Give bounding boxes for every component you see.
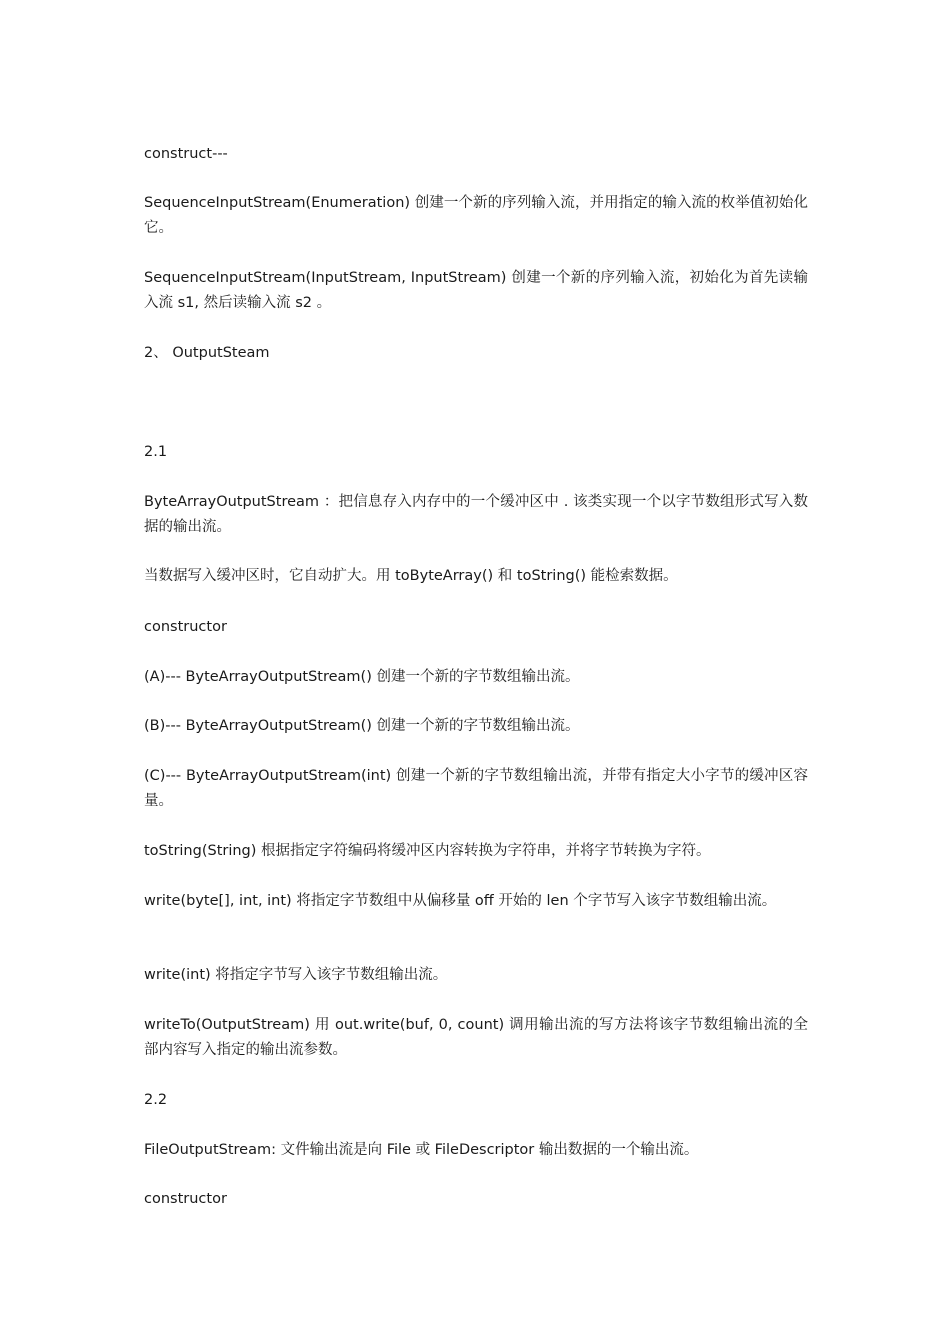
paragraph-sequence-inputstreams: SequenceInputStream(InputStream, InputStream) 创建一个新的序列输入流，初始化为首先读输入流 s1, 然后读输入流 s2 。: [144, 270, 808, 311]
paragraph-construct-heading: construct---: [144, 146, 228, 162]
paragraph-write-int-method: write(int) 将指定字节写入该字节数组输出流。: [144, 967, 448, 983]
paragraph-write-bytes-method: write(byte[], int, int) 将指定字节数组中从偏移量 off 开始的 len 个字节写入该字节数组输出流。: [144, 893, 777, 909]
paragraph-constructor-c: (C)--- ByteArrayOutputStream(int) 创建一个新的字节数组输出流，并带有指定大小字节的缓冲区容量。: [144, 768, 808, 809]
paragraph-buffer-expand: 当数据写入缓冲区时，它自动扩大。用 toByteArray() 和 toString() 能检索数据。: [144, 568, 678, 584]
subsection-heading-2-2: 2.2: [144, 1092, 168, 1108]
paragraph-tostring-method: toString(String) 根据指定字符编码将缓冲区内容转换为字符串，并将字节转换为字符。: [144, 843, 711, 859]
paragraph-writeto-method: writeTo(OutputStream) 用 out.write(buf, 0, count) 调用输出流的写方法将该字节数组输出流的全部内容写入指定的输出流参数。: [144, 1017, 808, 1058]
paragraph-constructor-label: constructor: [144, 619, 227, 635]
paragraph-fileoutputstream: FileOutputStream: 文件输出流是向 File 或 FileDescriptor 输出数据的一个输出流。: [144, 1142, 699, 1158]
paragraph-constructor-a: (A)--- ByteArrayOutputStream() 创建一个新的字节数组输出流。: [144, 669, 580, 685]
section-heading-outputsteam: 2、 OutputSteam: [144, 345, 270, 361]
paragraph-sequence-enumeration: SequenceInputStream(Enumeration) 创建一个新的序列输入流，并用指定的输入流的枚举值初始化它。: [144, 195, 808, 236]
subsection-heading-2-1: 2.1: [144, 444, 168, 460]
paragraph-constructor-b: (B)--- ByteArrayOutputStream() 创建一个新的字节数组输出流。: [144, 718, 580, 734]
paragraph-constructor-label-2: constructor: [144, 1191, 227, 1207]
paragraph-bytearrayoutputstream: ByteArrayOutputStream ：把信息存入内存中的一个缓冲区中 . 该类实现一个以字节数组形式写入数据的输出流。: [144, 494, 808, 535]
